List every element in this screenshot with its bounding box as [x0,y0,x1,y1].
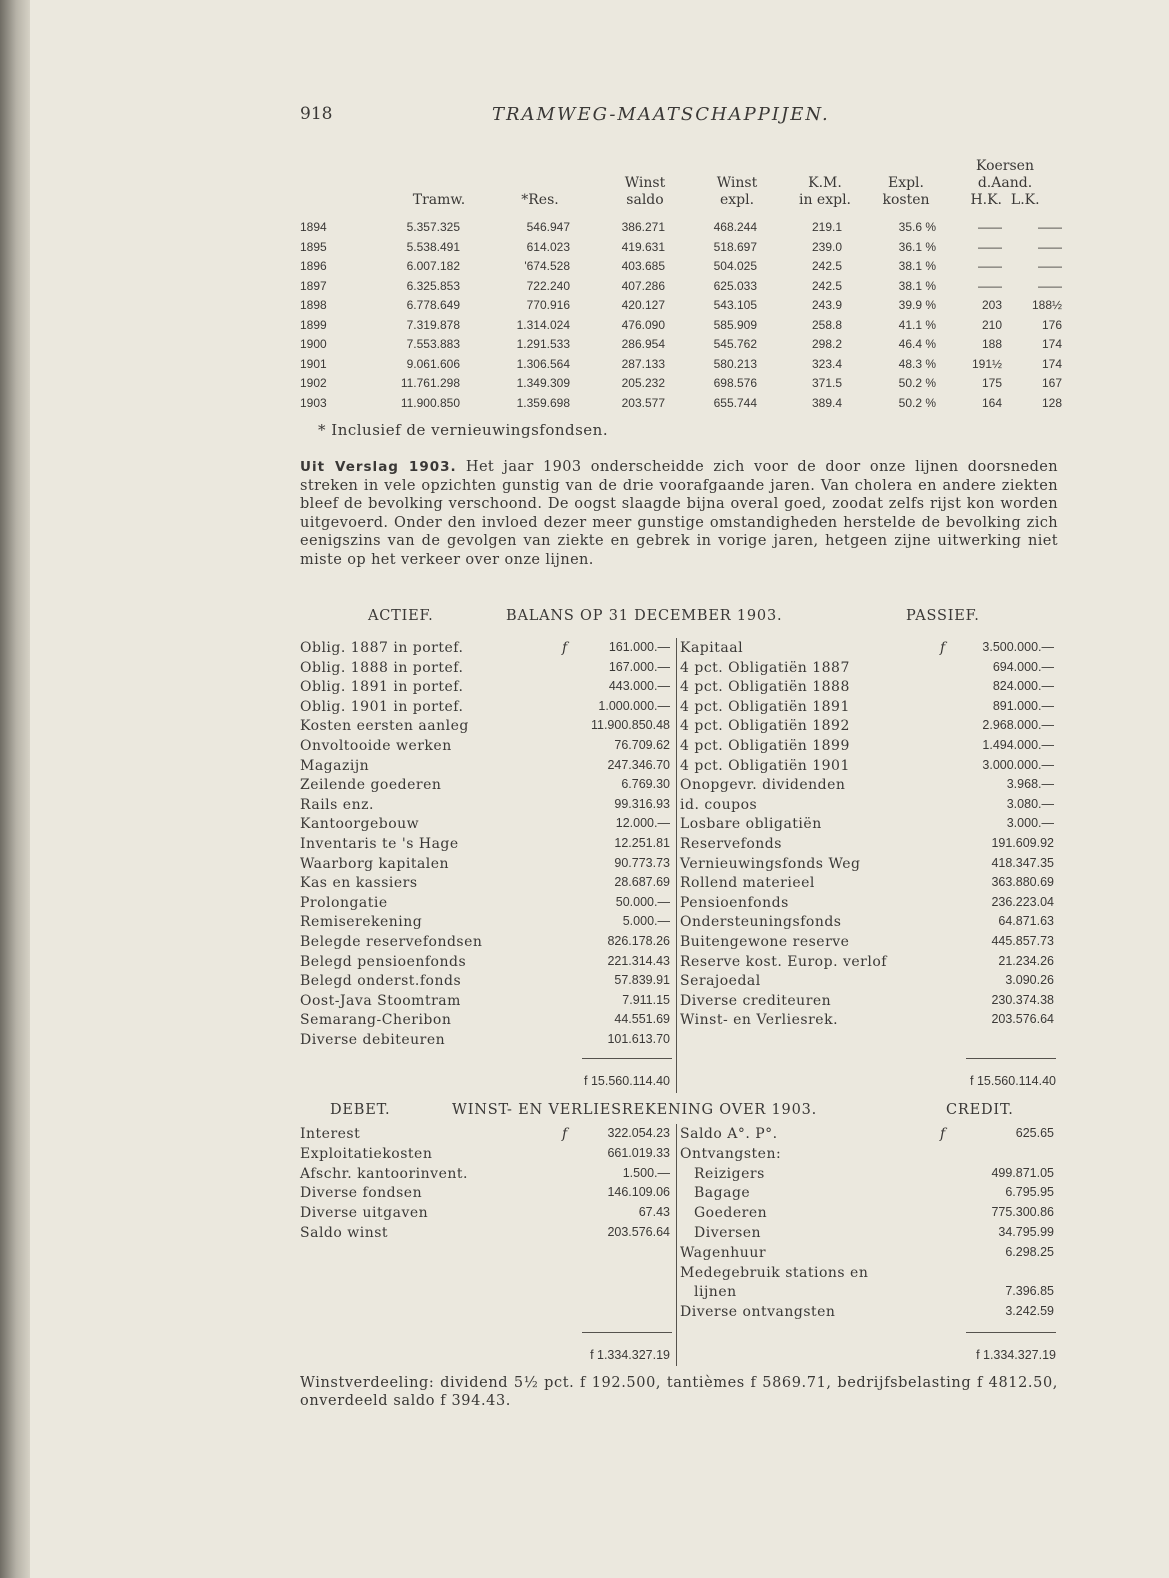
cell-res: 546.947 [526,220,570,234]
entry-amount: 443.000.— [608,679,670,694]
entry-label: Pensioenfonds [680,894,789,911]
cell-km: 242.5 [811,278,842,293]
entry-amount: 146.109.06 [607,1185,670,1200]
ledger-row-credit [300,1284,1060,1304]
ledger-row-credit [300,640,1060,660]
ledger-row-credit [300,718,1060,738]
entry-label: lijnen [694,1284,737,1301]
cell-hk: 203 [981,298,1002,312]
entry-label: 4 pct. Obligatiën 1888 [680,679,850,696]
entry-label: Interest [300,1126,361,1142]
entry-label: Oblig. 1887 in portef. [300,640,464,656]
entry-label: Reizigers [694,1165,765,1182]
profit-distribution: Winstverdeeling: dividend 5½ pct. f 192.500, tantièmes f 5869.71, bedrijfsbelasting f 4812.50, onverdeeld saldo f 394.43. [300,1375,1058,1409]
ledger-row-credit [300,973,1060,993]
entry-amount: 824.000.— [992,679,1054,694]
entry-label: Onvoltooide werken [300,738,452,754]
entry-label: Vernieuwingsfonds Weg [680,855,861,872]
pl-heading [300,1102,1060,1122]
cell-hk: 164 [981,395,1002,410]
cell-lk: —— [1038,239,1062,254]
entry-label: Saldo winst [300,1225,389,1241]
entry-amount: 1.500.— [622,1165,670,1180]
entry-label: Magazijn [300,757,370,774]
cell-ws: 287.133 [621,356,665,371]
entry-amount: 191.609.92 [991,836,1054,850]
ledger-row-credit [300,777,1060,797]
entry-label: Semarang-Cheribon [300,1012,452,1029]
entry-label: Rails enz. [300,796,374,813]
cell-res: 770.916 [526,298,570,312]
entry-amount: 3.968.— [1006,777,1054,792]
entry-label: Waarborg kapitalen [300,855,450,872]
cell-tramw: 6.325.853 [406,278,460,293]
entry-amount: 12.251.81 [614,836,670,850]
entry-label: Kapitaal [680,640,744,656]
entry-amount: 230.374.38 [991,992,1054,1007]
entry-amount: 3.242.59 [1005,1304,1054,1319]
cell-lk: —— [1038,259,1062,273]
table-row [300,376,1070,395]
entry-label: Remiserekening [300,914,423,931]
balance-head-title: BALANS OP 31 DECEMBER 1903. [506,608,783,624]
balance-heading [300,608,1060,628]
table-row [300,240,1070,259]
footnote: * Inclusief de vernieuwingsfondsen. [318,421,609,439]
cell-res: '674.528 [524,259,570,273]
cell-res: 1.359.698 [516,395,570,410]
col-head-tramw: Tramw. [412,192,466,208]
cell-year: 1897 [300,278,327,293]
entry-amount: 5.000.— [622,914,670,929]
entry-amount: 6.769.30 [621,777,670,792]
cell-ws: 420.127 [621,298,665,312]
cell-km: 323.4 [811,356,842,371]
ledger-row-credit [300,1166,1060,1186]
entry-label: Serajoedal [680,973,761,990]
entry-amount: 826.178.26 [607,934,670,948]
table-row [300,279,1070,298]
entry-label: Exploitatiekosten [300,1145,433,1162]
ledger-row-credit [300,914,1060,934]
cell-lk: 128 [1041,395,1062,410]
entry-label: Prolongatie [300,894,388,911]
entry-amount: 167.000.— [608,659,670,674]
cell-ws: 476.090 [621,317,665,332]
entry-label: 4 pct. Obligatiën 1899 [680,738,850,754]
cell-year: 1895 [300,239,327,254]
total-right: f 1.334.327.19 [976,1348,1056,1362]
cell-year: 1901 [300,356,327,371]
cell-lk: —— [1038,220,1062,234]
cell-res: 1.349.309 [516,376,570,390]
entry-amount: 101.613.70 [607,1032,670,1046]
entry-label: Winst- en Verliesrek. [680,1012,839,1029]
ledger-row-credit [300,1205,1060,1225]
cell-year: 1902 [300,376,327,390]
ledger-row-credit [300,1265,1060,1285]
cell-ws: 403.685 [621,259,665,273]
entry-amount: 3.500.000.— [982,640,1054,654]
entry-amount: 12.000.— [615,816,670,831]
table-row [300,357,1070,376]
page-title: TRAMWEG-MAATSCHAPPIJEN. [492,104,830,125]
ledger-row-credit [300,993,1060,1013]
table-row [300,318,1070,337]
cell-year: 1899 [300,317,327,332]
entry-amount: 236.223.04 [991,894,1054,909]
entry-amount: 418.347.35 [991,855,1054,870]
cell-we: 580.213 [713,356,757,371]
balance-head-actief: ACTIEF. [368,608,434,624]
cell-res: 614.023 [526,239,570,254]
total-rule-right [966,1058,1056,1059]
entry-amount: 661.019.33 [607,1145,670,1160]
report-paragraph [300,458,1058,569]
ledger-row-credit [300,1012,1060,1032]
entry-amount: 891.000.— [992,698,1054,713]
cell-ws: 205.232 [621,376,665,390]
col-head-winst-expl: Winst expl. [716,175,758,208]
currency-mark: f [562,640,568,656]
cell-year: 1896 [300,259,327,273]
entry-label: Medegebruik stations en [680,1264,869,1281]
entry-label: 4 pct. Obligatiën 1891 [680,698,850,715]
cell-ws: 419.631 [621,239,665,254]
cell-km: 258.8 [811,317,842,332]
cell-res: 722.240 [526,278,570,293]
cell-tramw: 6.778.649 [406,298,460,312]
total-rule-left [582,1058,672,1059]
entry-label: Diverse debiteuren [300,1032,446,1048]
ledger-row-credit [300,699,1060,719]
cell-hk: —— [978,259,1002,273]
cell-hk: —— [978,239,1002,254]
cell-tramw: 11.900.850 [400,395,460,410]
entry-amount: 775.300.86 [991,1205,1054,1220]
entry-amount: 1.000.000.— [598,698,670,713]
cell-ws: 386.271 [621,220,665,234]
cell-ek: 35.6 % [898,220,936,234]
cell-ws: 286.954 [621,337,665,351]
entry-label: Belegd pensioenfonds [300,953,467,970]
entry-amount: 11.900.850.48 [590,718,670,733]
entry-amount: 1.494.000.— [982,738,1054,752]
entry-amount: 7.911.15 [622,992,670,1007]
page-number: 918 [300,104,333,124]
entry-amount: 203.576.64 [607,1225,670,1239]
cell-tramw: 5.538.491 [406,239,460,254]
total-rule-left [582,1332,672,1333]
cell-ek: 38.1 % [898,278,936,293]
entry-label: 4 pct. Obligatiën 1892 [680,718,850,735]
table-row [300,337,1070,356]
entry-label: Goederen [694,1205,768,1222]
ledger-row-credit [300,758,1060,778]
ledger-row-credit [300,1225,1060,1245]
entry-label: 4 pct. Obligatiën 1887 [680,659,850,676]
entry-amount: 21.234.26 [998,953,1054,968]
entry-label: Oblig. 1888 in portef. [300,659,464,676]
entry-amount: 3.000.— [1006,816,1054,831]
entry-label: Oost-Java Stoomtram [300,992,461,1009]
entry-amount: 50.000.— [615,894,670,909]
entry-amount: 499.871.05 [991,1165,1054,1180]
entry-amount: 28.687.69 [614,875,670,890]
cell-year: 1898 [300,298,327,312]
table-row [300,396,1070,415]
entry-label: Rollend materieel [680,875,815,892]
ledger-row-credit [300,679,1060,699]
ledger-row-credit [300,738,1060,758]
entry-label: Diverse ontvangsten [680,1304,836,1321]
balance-head-passief: PASSIEF. [906,608,980,624]
ledger-row-credit [300,1146,1060,1166]
cell-we: 585.909 [713,317,757,332]
cell-res: 1.314.024 [516,317,570,332]
entry-amount: 322.054.23 [607,1126,670,1140]
entry-label: Saldo A°. P°. [680,1126,778,1142]
ledger-row-credit [300,836,1060,856]
cell-km: 239.0 [811,239,842,254]
cell-tramw: 5.357.325 [406,220,460,234]
cell-lk: 167 [1041,376,1062,390]
entry-label: Buitengewone reserve [680,934,850,950]
col-head-km: K.M. in expl. [798,175,851,208]
cell-ek: 39.9 % [898,298,936,312]
col-head-res: *Res. [521,192,559,208]
cell-lk: 174 [1041,337,1062,351]
cell-lk: 176 [1041,317,1062,332]
entry-label: Afschr. kantoorinvent. [300,1165,468,1182]
entry-amount: 3.080.— [1006,796,1054,811]
cell-tramw: 6.007.182 [406,259,460,273]
cell-year: 1900 [300,337,327,351]
entry-label: Onopgevr. dividenden [680,777,846,794]
entry-label: Diversen [694,1225,762,1241]
cell-tramw: 7.319.878 [406,317,460,332]
entry-label: id. coupos [680,796,758,813]
cell-we: 504.025 [713,259,757,273]
entry-label: 4 pct. Obligatiën 1901 [680,757,850,774]
entry-label: Oblig. 1891 in portef. [300,679,464,696]
cell-ws: 407.286 [621,278,665,293]
entry-amount: 221.314.43 [607,953,670,968]
total-left: f 1.334.327.19 [590,1348,670,1362]
cell-km: 371.5 [811,376,842,390]
pl-head-credit: CREDIT. [946,1102,1014,1118]
entry-label: Diverse uitgaven [300,1205,429,1222]
ledger-row-credit [300,1126,1060,1146]
entry-amount: 67.43 [638,1205,670,1220]
entry-amount: 7.396.85 [1005,1284,1054,1299]
cell-ek: 50.2 % [898,376,936,390]
cell-hk: —— [978,220,1002,234]
cell-tramw: 11.761.298 [400,376,460,390]
entry-label: Ondersteuningsfonds [680,914,842,931]
ledger-row-credit [300,954,1060,974]
entry-amount: 2.968.000.— [982,718,1054,733]
ledger-row-debit [300,1032,1060,1052]
currency-mark: f [562,1126,568,1142]
entry-amount: 3.000.000.— [982,757,1054,772]
cell-km: 298.2 [811,337,842,351]
pl-head-debet: DEBET. [330,1102,391,1118]
cell-we: 655.744 [713,395,757,410]
cell-we: 543.105 [713,298,757,312]
entry-label: Bagage [694,1185,751,1202]
entry-label: Diverse crediteuren [680,992,832,1009]
total-left: f 15.560.114.40 [584,1074,670,1088]
entry-amount: 76.709.62 [614,738,670,752]
cell-hk: 191½ [971,356,1002,371]
table-row [300,220,1070,239]
ledger-row-credit [300,660,1060,680]
entry-amount: 57.839.91 [614,973,670,988]
entry-label: Ontvangsten: [680,1145,782,1162]
cell-ek: 48.3 % [898,356,936,371]
cell-km: 389.4 [811,395,842,410]
entry-label: Kantoorgebouw [300,816,420,833]
total-rule-right [966,1332,1056,1333]
cell-ek: 38.1 % [898,259,936,273]
entry-label: Diverse fondsen [300,1185,423,1202]
entry-label: Kas en kassiers [300,875,418,892]
cell-tramw: 9.061.606 [406,356,460,371]
cell-ek: 41.1 % [898,317,936,332]
entry-amount: 445.857.73 [991,934,1054,948]
cell-ek: 46.4 % [898,337,936,351]
col-head-koersen: Koersen d.Aand. H.K. L.K. [970,158,1040,208]
ledger-row-credit [300,895,1060,915]
entry-amount: 99.316.93 [614,796,670,811]
cell-km: 242.5 [811,259,842,273]
book-spine-shadow [0,0,30,1578]
cell-lk: —— [1038,278,1062,293]
entry-amount: 625.65 [1015,1126,1054,1140]
entry-amount: 203.576.64 [991,1012,1054,1027]
pl-head-title: WINST- EN VERLIESREKENING OVER 1903. [452,1102,818,1118]
table-row [300,298,1070,317]
entry-amount: 6.298.25 [1005,1244,1054,1259]
cell-hk: 210 [981,317,1002,332]
ledger-row-credit [300,797,1060,817]
entry-amount: 363.880.69 [991,875,1054,890]
cell-we: 518.697 [713,239,757,254]
entry-label: Zeilende goederen [300,777,442,794]
report-lead: Uit Verslag 1903. [300,459,457,475]
entry-label: Belegd onderst.fonds [300,973,462,990]
cell-we: 625.033 [713,278,757,293]
ledger-row-credit [300,875,1060,895]
cell-ws: 203.577 [621,395,665,410]
entry-amount: 247.346.70 [607,757,670,772]
entry-label: Wagenhuur [680,1244,767,1261]
entry-label: Reserve kost. Europ. verlof [680,953,887,970]
entry-label: Belegde reservefondsen [300,934,483,950]
cell-we: 545.762 [713,337,757,351]
ledger-row-credit [300,856,1060,876]
col-head-winst-saldo: Winst saldo [624,175,666,208]
cell-we: 468.244 [713,220,757,234]
page-header [300,104,900,128]
entry-label: Losbare obligatiën [680,816,822,833]
cell-we: 698.576 [713,376,757,390]
cell-year: 1894 [300,220,327,234]
cell-tramw: 7.553.883 [406,337,460,351]
col-head-expl-kosten: Expl. kosten [882,175,930,208]
entry-amount: 6.795.95 [1005,1185,1054,1200]
table-row [300,259,1070,278]
cell-res: 1.306.564 [516,356,570,371]
cell-hk: —— [978,278,1002,293]
entry-amount: 34.795.99 [998,1225,1054,1239]
ledger-row-credit [300,816,1060,836]
entry-label: Reservefonds [680,836,782,852]
cell-res: 1.291.533 [516,337,570,351]
cell-hk: 188 [981,337,1002,351]
ledger-row-credit [300,1185,1060,1205]
cell-lk: 188½ [1031,298,1062,312]
currency-mark: f [940,1126,946,1142]
cell-km: 219.1 [811,220,842,234]
cell-ek: 36.1 % [898,239,936,254]
entry-amount: 694.000.— [992,659,1054,674]
cell-km: 243.9 [811,298,842,312]
entry-amount: 44.551.69 [614,1012,670,1027]
ledger-row-credit [300,1304,1060,1324]
entry-amount: 3.090.26 [1005,973,1054,988]
entry-amount: 64.871.63 [998,914,1054,929]
entry-label: Inventaris te 's Hage [300,836,459,852]
currency-mark: f [940,640,946,656]
cell-ek: 50.2 % [898,395,936,410]
cell-lk: 174 [1041,356,1062,371]
entry-amount: 90.773.73 [614,855,670,870]
ledger-row-credit [300,1245,1060,1265]
entry-label: Kosten eersten aanleg [300,718,469,735]
ledger-row-credit [300,934,1060,954]
total-right: f 15.560.114.40 [970,1074,1056,1088]
cell-hk: 175 [981,376,1002,390]
cell-year: 1903 [300,395,327,410]
entry-amount: 161.000.— [608,640,670,654]
entry-label: Oblig. 1901 in portef. [300,698,464,715]
report-text: Het jaar 1903 onderscheidde zich voor de door onze lijnen doorsneden streken in vele opzichten gunstig van de drie voorafgaande jaren. Van cholera en andere ziekten bleef de bevolking verschoond. De oogst slaagde bijna overal goed, zoodat zelfs rijst kon worden uitgevoerd. Onder den invloed dezer meer gunstige omstandigheden herstelde de bevolking zich eenigszins van de gevolgen van ziekte en gebrek in vorige jaren, hetgeen zijne uitwerking niet miste op het verkeer over onze lijnen. [300,459,1058,568]
